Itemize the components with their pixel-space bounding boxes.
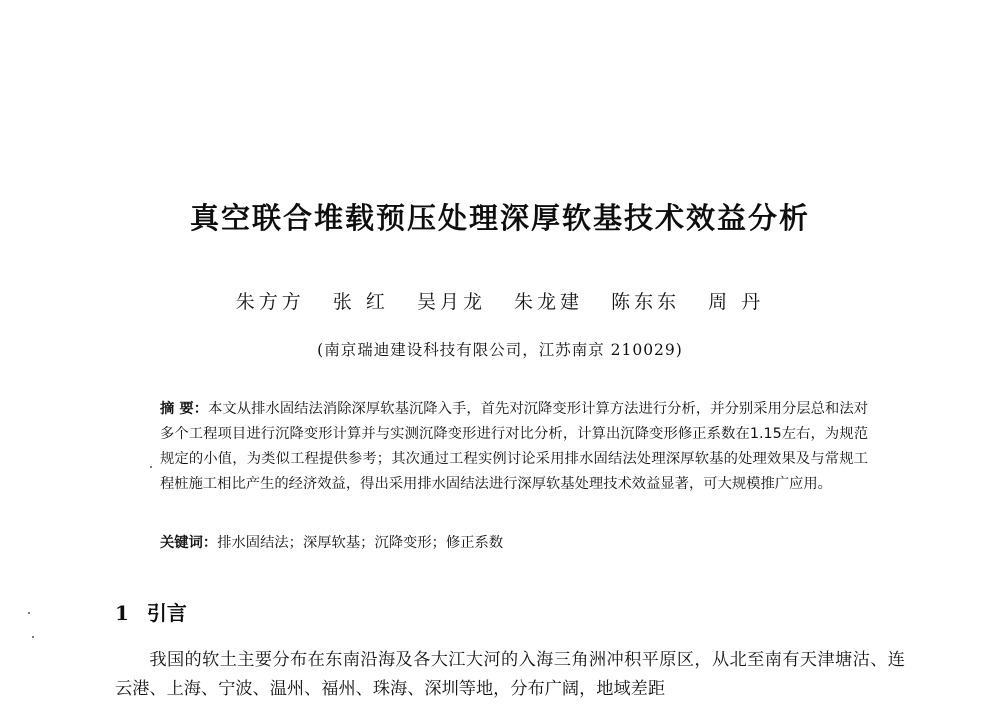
author-name: 张 红 <box>332 291 389 313</box>
author-name: 陈东东 <box>611 291 681 313</box>
abstract-label: 摘 要： <box>160 401 209 417</box>
keywords-label: 关键词： <box>160 535 218 551</box>
section-heading <box>115 597 187 626</box>
abstract-text: 本文从排水固结法消除深厚软基沉降入手，首先对沉降变形计算方法进行分析，并分别采用分层总和法对多个工程项目进行沉降变形计算并与实测沉降变形进行对比分析，计算出沉降变形修正系数在1.15左右，为规范规定的小值，为类似工程提供参考；其次通过工程实例讨论采用排水固结法处理深厚软基的处理效果及与常规工程桩施工相比产生的经济效益，得出采用排水固结法进行深厚软基处理技术效益显著，可大规模推广应用。 <box>160 401 868 492</box>
affiliation: (南京瑞迪建设科技有限公司，江苏南京 210029) <box>317 341 683 359</box>
scan-speck <box>32 636 34 638</box>
author-name: 朱龙建 <box>514 291 584 313</box>
author-name: 朱方方 <box>235 291 305 313</box>
intro-paragraph: 我国的软土主要分布在东南沿海及各大江大河的入海三角洲冲积平原区，从北至南有天津塘沽、连云港、上海、宁波、温州、福州、珠海、深圳等地，分布广阔，地域差距 <box>115 650 905 699</box>
scan-speck <box>28 612 30 614</box>
scan-speck <box>150 466 152 468</box>
author-name: 吴月龙 <box>416 291 486 313</box>
paper-title: 真空联合堆载预压处理深厚软基技术效益分析 <box>189 201 810 235</box>
section-number: 1 <box>115 601 129 625</box>
author-name: 周 丹 <box>708 291 765 313</box>
abstract <box>160 397 868 497</box>
section-title: 引言 <box>146 601 187 625</box>
keywords-text: 排水固结法；深厚软基；沉降变形；修正系数 <box>217 535 504 551</box>
keywords <box>160 532 868 552</box>
author-list <box>0 287 1000 314</box>
